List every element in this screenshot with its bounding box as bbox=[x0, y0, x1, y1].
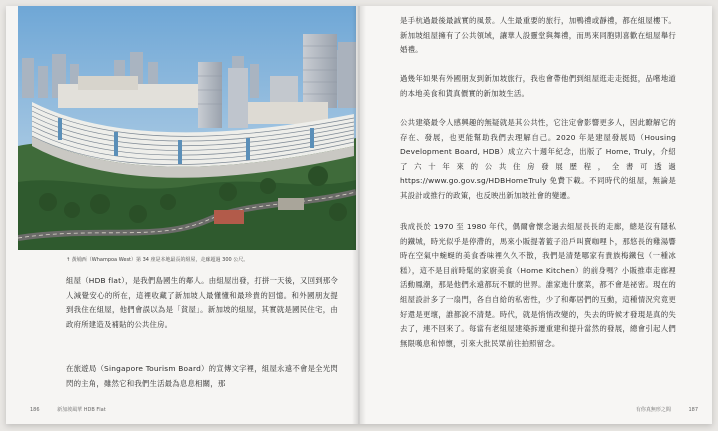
right-footer bbox=[636, 406, 698, 413]
right-paragraph-1: 是手杭過最後最誠實的風景。人生最重要的旅行，加鴨禮或靜禮，都在組屋樓下。新加坡組屋擁有了公共領域，讓華人設靈堂與舞禮，而馬來同胞則喜歡在組屋舉行婚禮。 bbox=[400, 16, 676, 55]
book-spread bbox=[6, 6, 712, 424]
left-paragraph-2: 在旅遊局（Singapore Tourism Board）的宣傳文字裡，組屋永遠不會是全光閃閃的主角，雖然它和我們生活最為息息相關，那 bbox=[66, 364, 338, 388]
left-running-title: 新加坡風華 HDB Flat bbox=[57, 407, 106, 413]
right-page-number: 187 bbox=[688, 407, 698, 413]
right-paragraph-3: 公共建築最令人感興趣的無疑就是其公共性，它注定會影響更多人，因此瞭解它的存在、發展，也更能幫助我們去理解自己。2020 年是建屋發展局（Housing Development Board, HDB）成立六十週年紀念，出版了 Home, Truly，介紹了六十年來的公共住房發展歷程，全書可透過 https://www.go.gov.sg/HDBHomeTruly 免費下載。不同時代的組屋，無論是其設計或推行的政策，也反映出新加坡社會的變遷。 bbox=[400, 118, 676, 200]
hdb-estate-photo bbox=[18, 6, 356, 250]
left-page bbox=[6, 6, 358, 424]
left-page-number: 186 bbox=[30, 407, 40, 413]
left-footer bbox=[30, 406, 106, 413]
right-paragraph-2: 過幾年如果有外國朋友到新加坡旅行，我也會帶他們到組屋逛走走挺挺，品嚐地道的本地美食和貨真價實的新加坡生活。 bbox=[400, 74, 676, 98]
photo-caption: ↑ 黃埔西（Whampoa West）第 34 座是本地最長的組屋，走廊超過 300 公尺。 bbox=[66, 257, 249, 263]
right-page bbox=[360, 6, 712, 424]
left-paragraph-1: 組屋（HDB flat），是我們島國生的鄰人。由組屋出發，打拼一天後，又回到那令人減覺安心的所在，這裡收藏了新加坡人最懂懂和最珍貴的回憶。和外國朋友提到我住在組屋，他們會誤以為是「貧屋」。新加坡的組屋，其實就是國民住宅，由政府所建造及補貼的公共住房。 bbox=[66, 276, 338, 329]
right-paragraph-4: 我成長於 1970 至 1980 年代，偶爾會懷念過去組屋長長的走廊，總是沒有隱私的鐵城，時光似乎是停滯的，馬來小販提著籃子沿戶叫賣咖哩卜，那悠長的雞湯響時在空氣中蜿蜒的美食香味裡久久不散，我們是清楚哪家有貴族梅鐵包（一種冰糕），這不是目前時髦的家廚美食（Home Kitchen）的前身嗎？小販推車走廊裡活動鳳潮，那是他們永遠都玩不厭的世界。誰家進什麼菜，都不會是祕密。現在的組屋設計多了一扇門，各自自給的私密性，少了和鄰居們的互動，這種情況究竟更好還是更壞，誰都說不清楚。時代，就是悄悄改變的，失去的時候才發現是真的失去了，連不回來了。每當有老組屋建築拆遷重建和提升當然的發展，總會引起人們無限嘆息和悼懷，引來大批民眾前往拍照留念。 bbox=[400, 222, 676, 348]
right-running-title: 有你真無形之間 bbox=[635, 407, 671, 413]
